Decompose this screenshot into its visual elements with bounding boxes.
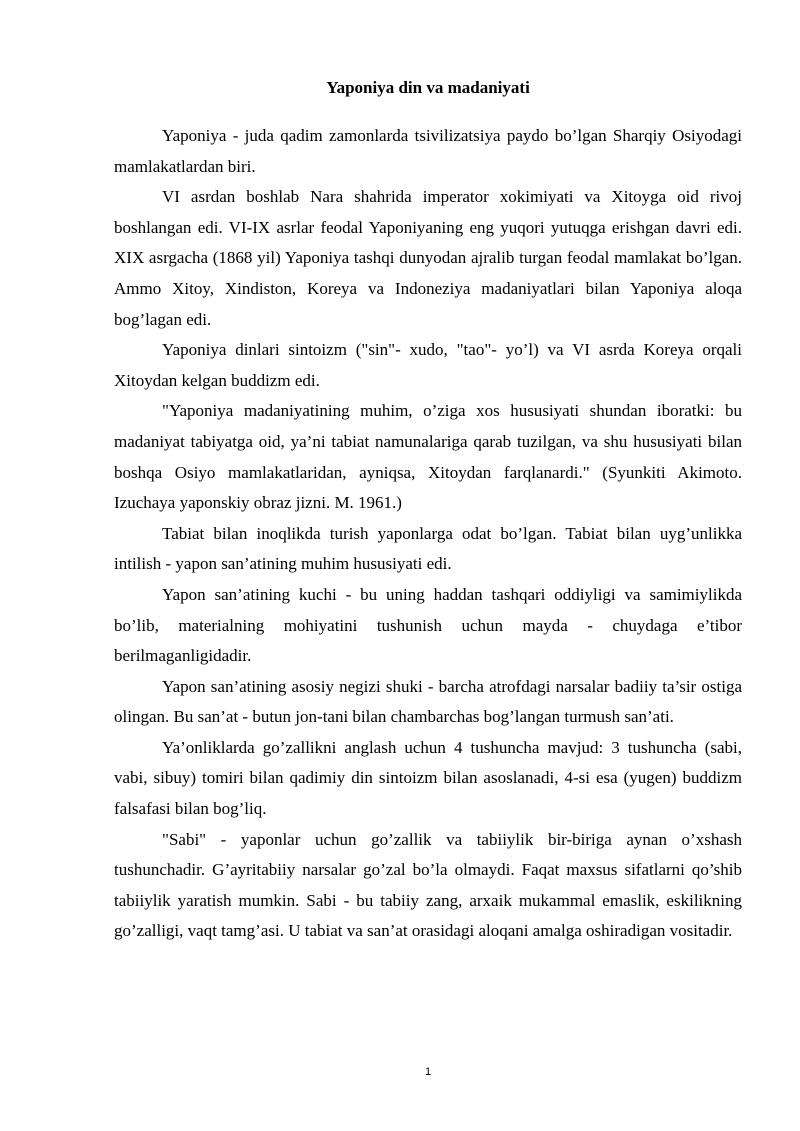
paragraph: Yaponiya dinlari sintoizm ("sin"- xudo, "tao"- yo’l) va VI asrda Koreya orqali Xitoydan kelgan buddizm edi.	[114, 340, 742, 390]
document-title: Yaponiya din va madaniyati	[326, 78, 530, 97]
paragraph: "Sabi" - yaponlar uchun go’zallik va tabiiylik bir-biriga aynan o’xshash tushunchadir. G’ayritabiiy narsalar go’zal bo’la olmaydi. Faqat maxsus sifatlarni qo’shib tabiiylik yaratish mumkin. Sabi - bu tabiiy zang, arxaik mukammal emaslik, eskilikning go’zalligi, vaqt tamg’asi. U tabiat va san’at orasidagi aloqani amalga oshiradigan vositadir.	[114, 829, 742, 941]
paragraph: Tabiat bilan inoqlikda turish yaponlarga odat bo’lgan. Tabiat bilan uyg’unlikka intilish - yapon san’atining muhim hususiyati edi.	[114, 523, 742, 574]
paragraph: "Yaponiya madaniyatining muhim, o’ziga xos hususiyati shundan iboratki: bu madaniyat tabiyatga oid, ya’ni tabiat namunalariga qarab tuzilgan, va shu hususiyati bilan boshqa Osiyo mamlakatlaridan, ayniqsa, Xitoydan farqlanardi." (Syunkiti Akimoto. Izuchaya yaponskiy obraz jizni. M. 1961.)	[114, 401, 742, 513]
paragraph: VI asrdan boshlab Nara shahrida imperator xokimiyati va Xitoyga oid rivoj boshlangan edi. VI-IX asrlar feodal Yaponiyaning eng yuqori yutuqga erishgan davri edi. XIX asrgacha (1868 yil) Yaponiya tashqi dunyodan ajralib turgan feodal mamlakat bo’lgan. Ammo Xitoy, Xindiston, Koreya va Indoneziya madaniyatlari bilan Yaponiya aloqa bog’lagan edi.	[114, 187, 742, 329]
paragraph: Yapon san’atining kuchi - bu uning haddan tashqari oddiyligi va samimiylikda bo’lib, materialning mohiyatini tushunish uchun mayda - chuydaga e’tibor berilmaganligidadir.	[114, 584, 742, 666]
paragraph: Ya’onliklarda go’zallikni anglash uchun 4 tushuncha mavjud: 3 tushuncha (sabi, vabi, sibuy) tomiri bilan qadimiy din sintoizm bilan asoslanadi, 4-si esa (yugen) buddizm falsafasi bilan bog’liq.	[114, 737, 742, 819]
paragraph: Yaponiya - juda qadim zamonlarda tsivilizatsiya paydo bo’lgan Sharqiy Osiyodagi mamlakatlardan biri.	[114, 126, 742, 176]
document-body	[114, 121, 742, 947]
page-number: 1	[424, 1066, 432, 1078]
paragraph: Yapon san’atining asosiy negizi shuki - barcha atrofdagi narsalar badiiy ta’sir ostiga olingan. Bu san’at - butun jon-tani bilan chambarchas bog’langan turmush san’ati.	[114, 676, 742, 727]
